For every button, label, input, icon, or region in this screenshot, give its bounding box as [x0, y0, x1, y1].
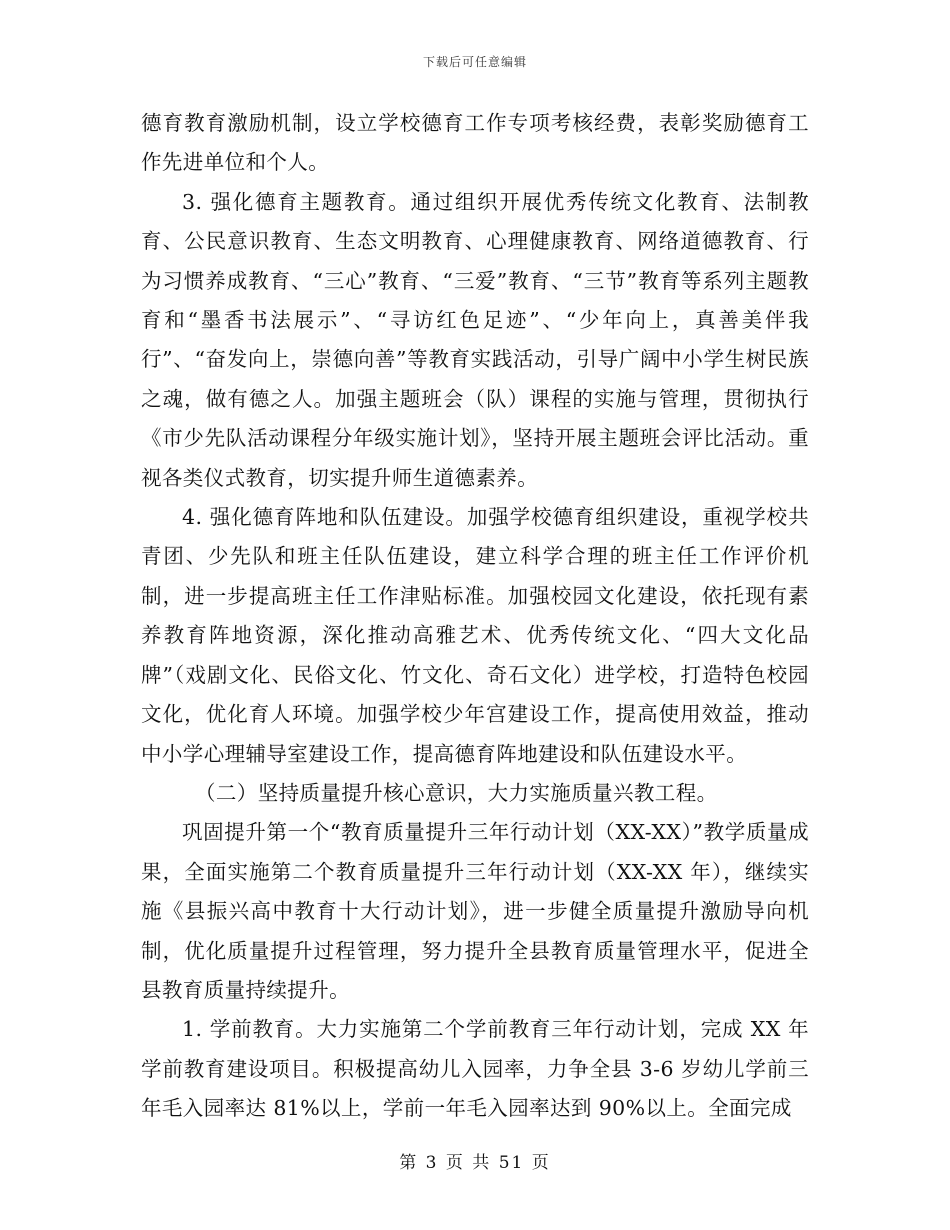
page-header: 下载后可任意编辑: [422, 55, 527, 69]
paragraph-preschool-education: 1. 学前教育。大力实施第二个学前教育三年行动计划，完成 XX 年学前教育建设项目。积极提高幼儿入园率，力争全县 3-6 岁幼儿学前三年毛入园率达 81%以上，学前一年毛入园率达到 90%以上。全面完成: [141, 1017, 809, 1121]
page-number: 第 3 页 共 51 页: [399, 1153, 551, 1173]
section-heading-quality: （二）坚持质量提升核心意识，大力实施质量兴教工程。: [195, 780, 718, 805]
paragraph-moral-base-team-building: 4. 强化德育阵地和队伍建设。加强学校德育组织建设，重视学校共青团、少先队和班主任队伍建设，建立科学合理的班主任工作评价机制，进一步提高班主任工作津贴标准。加强校园文化建设，依托现有素养教育阵地资源，深化推动高雅艺术、优秀传统文化、“四大文化品牌”（戏剧文化、民俗文化、竹文化、奇石文化）进学校，打造特色校园文化，优化育人环境。加强学校少年宫建设工作，提高使用效益，推动中小学心理辅导室建设工作，提高德育阵地建设和队伍建设水平。: [141, 505, 809, 766]
paragraph-continuation: 德育教育激励机制，设立学校德育工作专项考核经费，表彰奖励德育工作先进单位和个人。: [141, 111, 809, 175]
paragraph-quality-improvement: 巩固提升第一个“教育质量提升三年行动计划（XX-XX）”教学质量成果，全面实施第二个教育质量提升三年行动计划（XX-XX 年），继续实施《县振兴高中教育十大行动计划》，进一步健全质量提升激励导向机制，优化质量提升过程管理，努力提升全县教育质量管理水平，促进全县教育质量持续提升。: [141, 820, 809, 1002]
document-body: [141, 104, 809, 1129]
paragraph-moral-theme-education: 3. 强化德育主题教育。通过组织开展优秀传统文化教育、法制教育、公民意识教育、生态文明教育、心理健康教育、网络道德教育、行为习惯养成教育、“三心”教育、“三爱”教育、“三节”教育等系列主题教育和“墨香书法展示”、“寻访红色足迹”、“少年向上，真善美伴我行”、“奋发向上，崇德向善”等教育实践活动，引导广阔中小学生树民族之魂，做有德之人。加强主题班会（队）课程的实施与管理，贯彻执行《市少先队活动课程分年级实施计划》，坚持开展主题班会评比活动。重视各类仪式教育，切实提升师生道德素养。: [141, 189, 809, 490]
